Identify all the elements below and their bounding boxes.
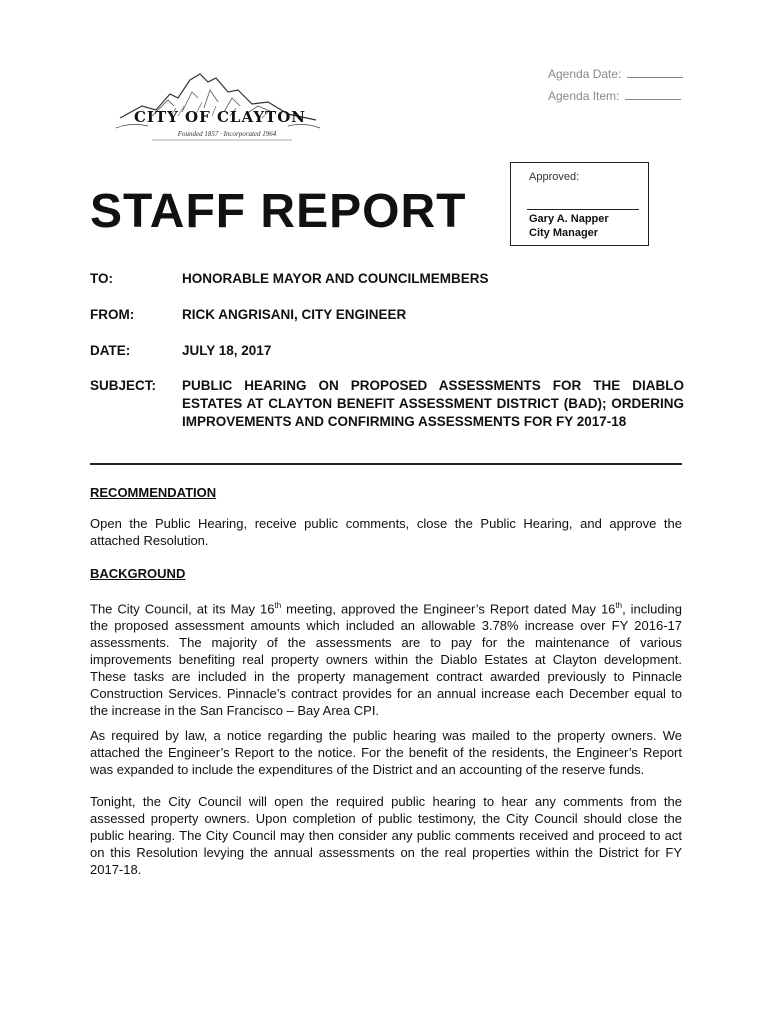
approver-name: Gary A. Napper: [529, 213, 609, 225]
logo-city-name: CITY OF CLAYTON: [133, 108, 306, 126]
agenda-item-blank: [625, 88, 681, 100]
recommendation-text: Open the Public Hearing, receive public comments, close the Public Hearing, and approve the attached Resolution.: [90, 516, 682, 548]
agenda-date-field: [548, 66, 683, 81]
approver-title: City Manager: [529, 227, 599, 239]
recommendation-heading: RECOMMENDATION: [90, 485, 217, 500]
memo-from-label: FROM:: [90, 307, 135, 322]
memo-to-value: HONORABLE MAYOR AND COUNCILMEMBERS: [182, 271, 489, 286]
background-heading: BACKGROUND: [90, 566, 186, 581]
bg-p1-part-3: , including the proposed assessment amounts which included an allowable 3.78% increase over FY 2016-17 assessments. The majority of the assessments are to pay for the maintenance of various improvements benefiting real property owners within the Diablo Estates at Clayton development. These tasks are included in the property management contract awarded previously to Pinnacle Construction Services. Pinnacle’s contract provides for an annual increase each December equal to the increase in the San Francisco – Bay Area CPI.: [90, 601, 682, 719]
agenda-item-field: [548, 88, 681, 103]
memo-subject-value: PUBLIC HEARING ON PROPOSED ASSESSMENTS FOR THE DIABLO ESTATES AT CLAYTON BENEFIT ASSESSMENT DISTRICT (BAD); ORDERING IMPROVEMENTS AND CONFIRMING ASSESSMENTS FOR FY 2017-18: [182, 378, 684, 429]
bg-p1-sup-2: th: [615, 601, 623, 610]
agenda-item-label: Agenda Item:: [548, 89, 620, 103]
memo-to-label: TO:: [90, 271, 113, 286]
bg-p1-sup-1: th: [274, 601, 282, 610]
memo-date-label: DATE:: [90, 343, 131, 358]
background-paragraph-2: As required by law, a notice regarding the public hearing was mailed to the property owners. We attached the Engineer’s Report to the notice. For the benefit of the residents, the Engineer’s Report was expanded to include the expenditures of the District and an accounting of the reserve funds.: [90, 728, 682, 777]
background-paragraph-3: Tonight, the City Council will open the required public hearing to hear any comments from the assessed property owners. Upon completion of public testimony, the City Council should close the public hearing. The City Council may then consider any public comments received and proceed to act on this Resolution levying the annual assessments on the real properties within the District for FY 2017-18.: [90, 794, 682, 877]
memo-from-value: RICK ANGRISANI, CITY ENGINEER: [182, 307, 407, 322]
memo-date-value: JULY 18, 2017: [182, 343, 272, 358]
page-title: STAFF REPORT: [90, 185, 467, 238]
signature-line: [527, 209, 639, 210]
agenda-date-blank: [627, 66, 683, 78]
header-divider: [90, 463, 682, 465]
approval-box: [510, 162, 649, 246]
agenda-date-label: Agenda Date:: [548, 67, 622, 81]
background-paragraph-1: [90, 597, 682, 719]
logo-tagline: Founded 1857 · Incorporated 1964: [177, 130, 277, 138]
bg-p1-part-1: The City Council, at its May 16: [90, 601, 275, 617]
city-logo: [112, 72, 324, 154]
memo-subject-label: SUBJECT:: [90, 378, 157, 393]
approval-label: Approved:: [529, 171, 580, 183]
bg-p1-part-2: meeting, approved the Engineer’s Report dated May 16: [281, 601, 616, 617]
approver-block: [529, 212, 609, 240]
